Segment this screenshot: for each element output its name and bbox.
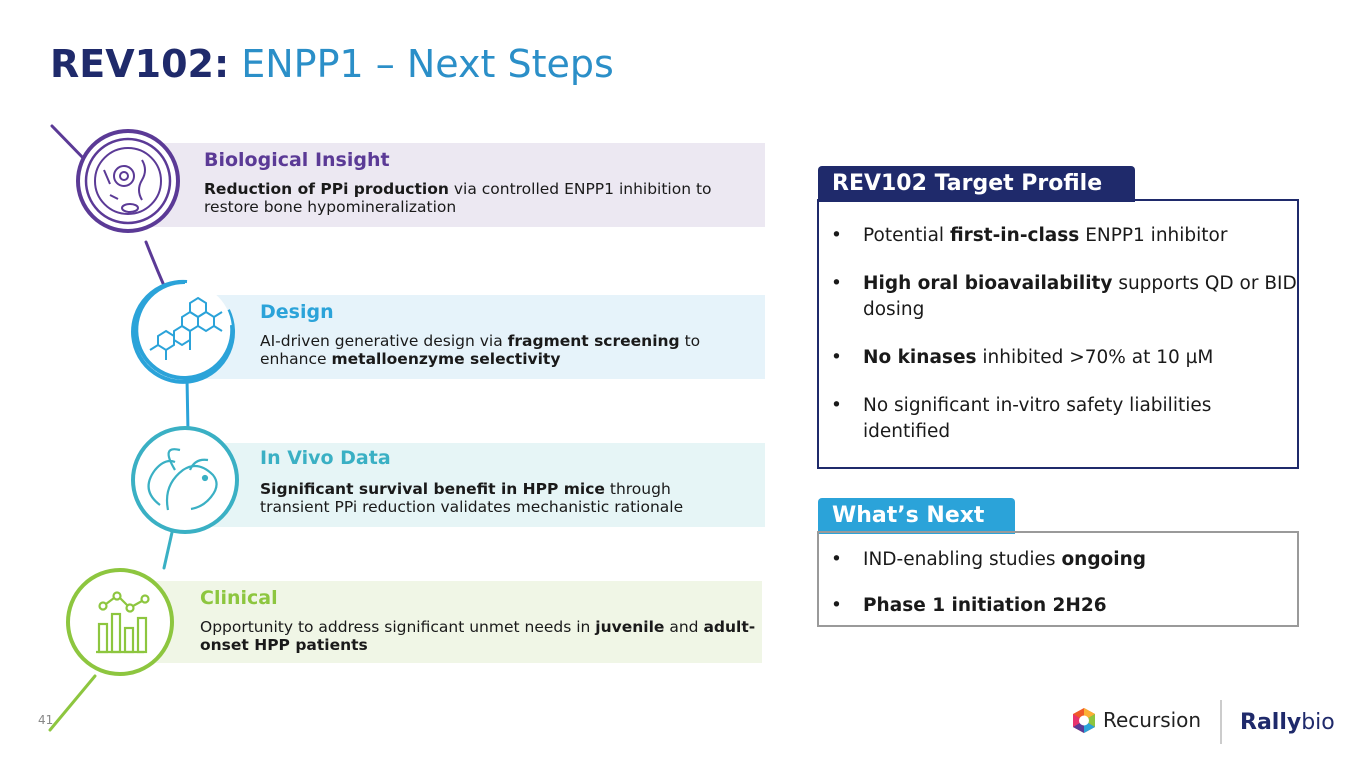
step-text-plain: through transient PPi reduction validates mechanistic rationale (260, 480, 684, 516)
step-text-clinical (200, 618, 758, 654)
title-rest: ENPP1 – Next Steps (241, 42, 614, 86)
item-text: Potential (863, 225, 950, 246)
cell-icon (78, 131, 178, 231)
step-text-plain: and (664, 618, 704, 636)
item-text: supports QD or BID dosing (863, 273, 1297, 320)
rallybio-logo (1240, 710, 1335, 735)
step-text-plain: to enhance (260, 332, 701, 368)
step-text-bold: adult-onset HPP patients (200, 618, 756, 654)
target-profile-box (817, 199, 1299, 469)
item-text: inhibited >70% at 10 µM (976, 347, 1214, 368)
item-bold: Phase 1 initiation 2H26 (863, 595, 1107, 616)
list-item (819, 547, 1297, 573)
whats-next-heading: What’s Next (818, 498, 1015, 534)
step-title-in-vivo: In Vivo Data (260, 447, 391, 469)
molecule-icon (133, 282, 233, 382)
step-text-bold: fragment screening (507, 332, 680, 350)
target-profile-heading: REV102 Target Profile (818, 166, 1135, 202)
item-text: ENPP1 inhibitor (1079, 225, 1228, 246)
step-text-design (260, 332, 760, 368)
step-title-biological-insight: Biological Insight (204, 149, 390, 171)
step-title-design: Design (260, 301, 334, 323)
step-text-bold: Significant survival benefit in HPP mice (260, 480, 605, 498)
item-bold: ongoing (1061, 549, 1147, 570)
list-item (819, 271, 1297, 323)
step-text-bold: juvenile (595, 618, 665, 636)
recursion-logo-text: Recursion (1103, 708, 1202, 732)
list-item (819, 393, 1297, 445)
rallybio-logo-rest: bio (1301, 710, 1335, 735)
step-text-bold: metalloenzyme selectivity (331, 350, 561, 368)
mouse-icon (133, 428, 237, 532)
list-item (819, 223, 1297, 249)
step-text-plain: Opportunity to address significant unmet needs in (200, 618, 596, 636)
step-text-plain: AI-driven generative design via (260, 332, 508, 350)
page-number: 41 (38, 713, 54, 727)
step-title-clinical: Clinical (200, 587, 278, 609)
item-bold: High oral bioavailability (863, 273, 1113, 294)
step-text-plain: via controlled ENPP1 inhibition to restore bone hypomineralization (204, 180, 712, 216)
whats-next-box (817, 531, 1299, 627)
step-text-in-vivo (260, 480, 740, 516)
footer-logos (1068, 698, 1338, 750)
step-text-bold: Reduction of PPi production (204, 180, 449, 198)
rallybio-logo-bold: Rally (1240, 710, 1302, 735)
item-text: No significant in-vitro safety liabilities identified (863, 395, 1212, 442)
item-bold: No kinases (863, 347, 977, 368)
list-item (819, 345, 1297, 371)
item-text: IND-enabling studies (863, 549, 1062, 570)
item-bold: first-in-class (949, 225, 1080, 246)
step-text-biological-insight (204, 180, 759, 216)
recursion-logo-mark (1073, 708, 1095, 733)
chart-icon (68, 570, 172, 674)
list-item (819, 593, 1297, 619)
title-bold: REV102: (50, 42, 230, 86)
